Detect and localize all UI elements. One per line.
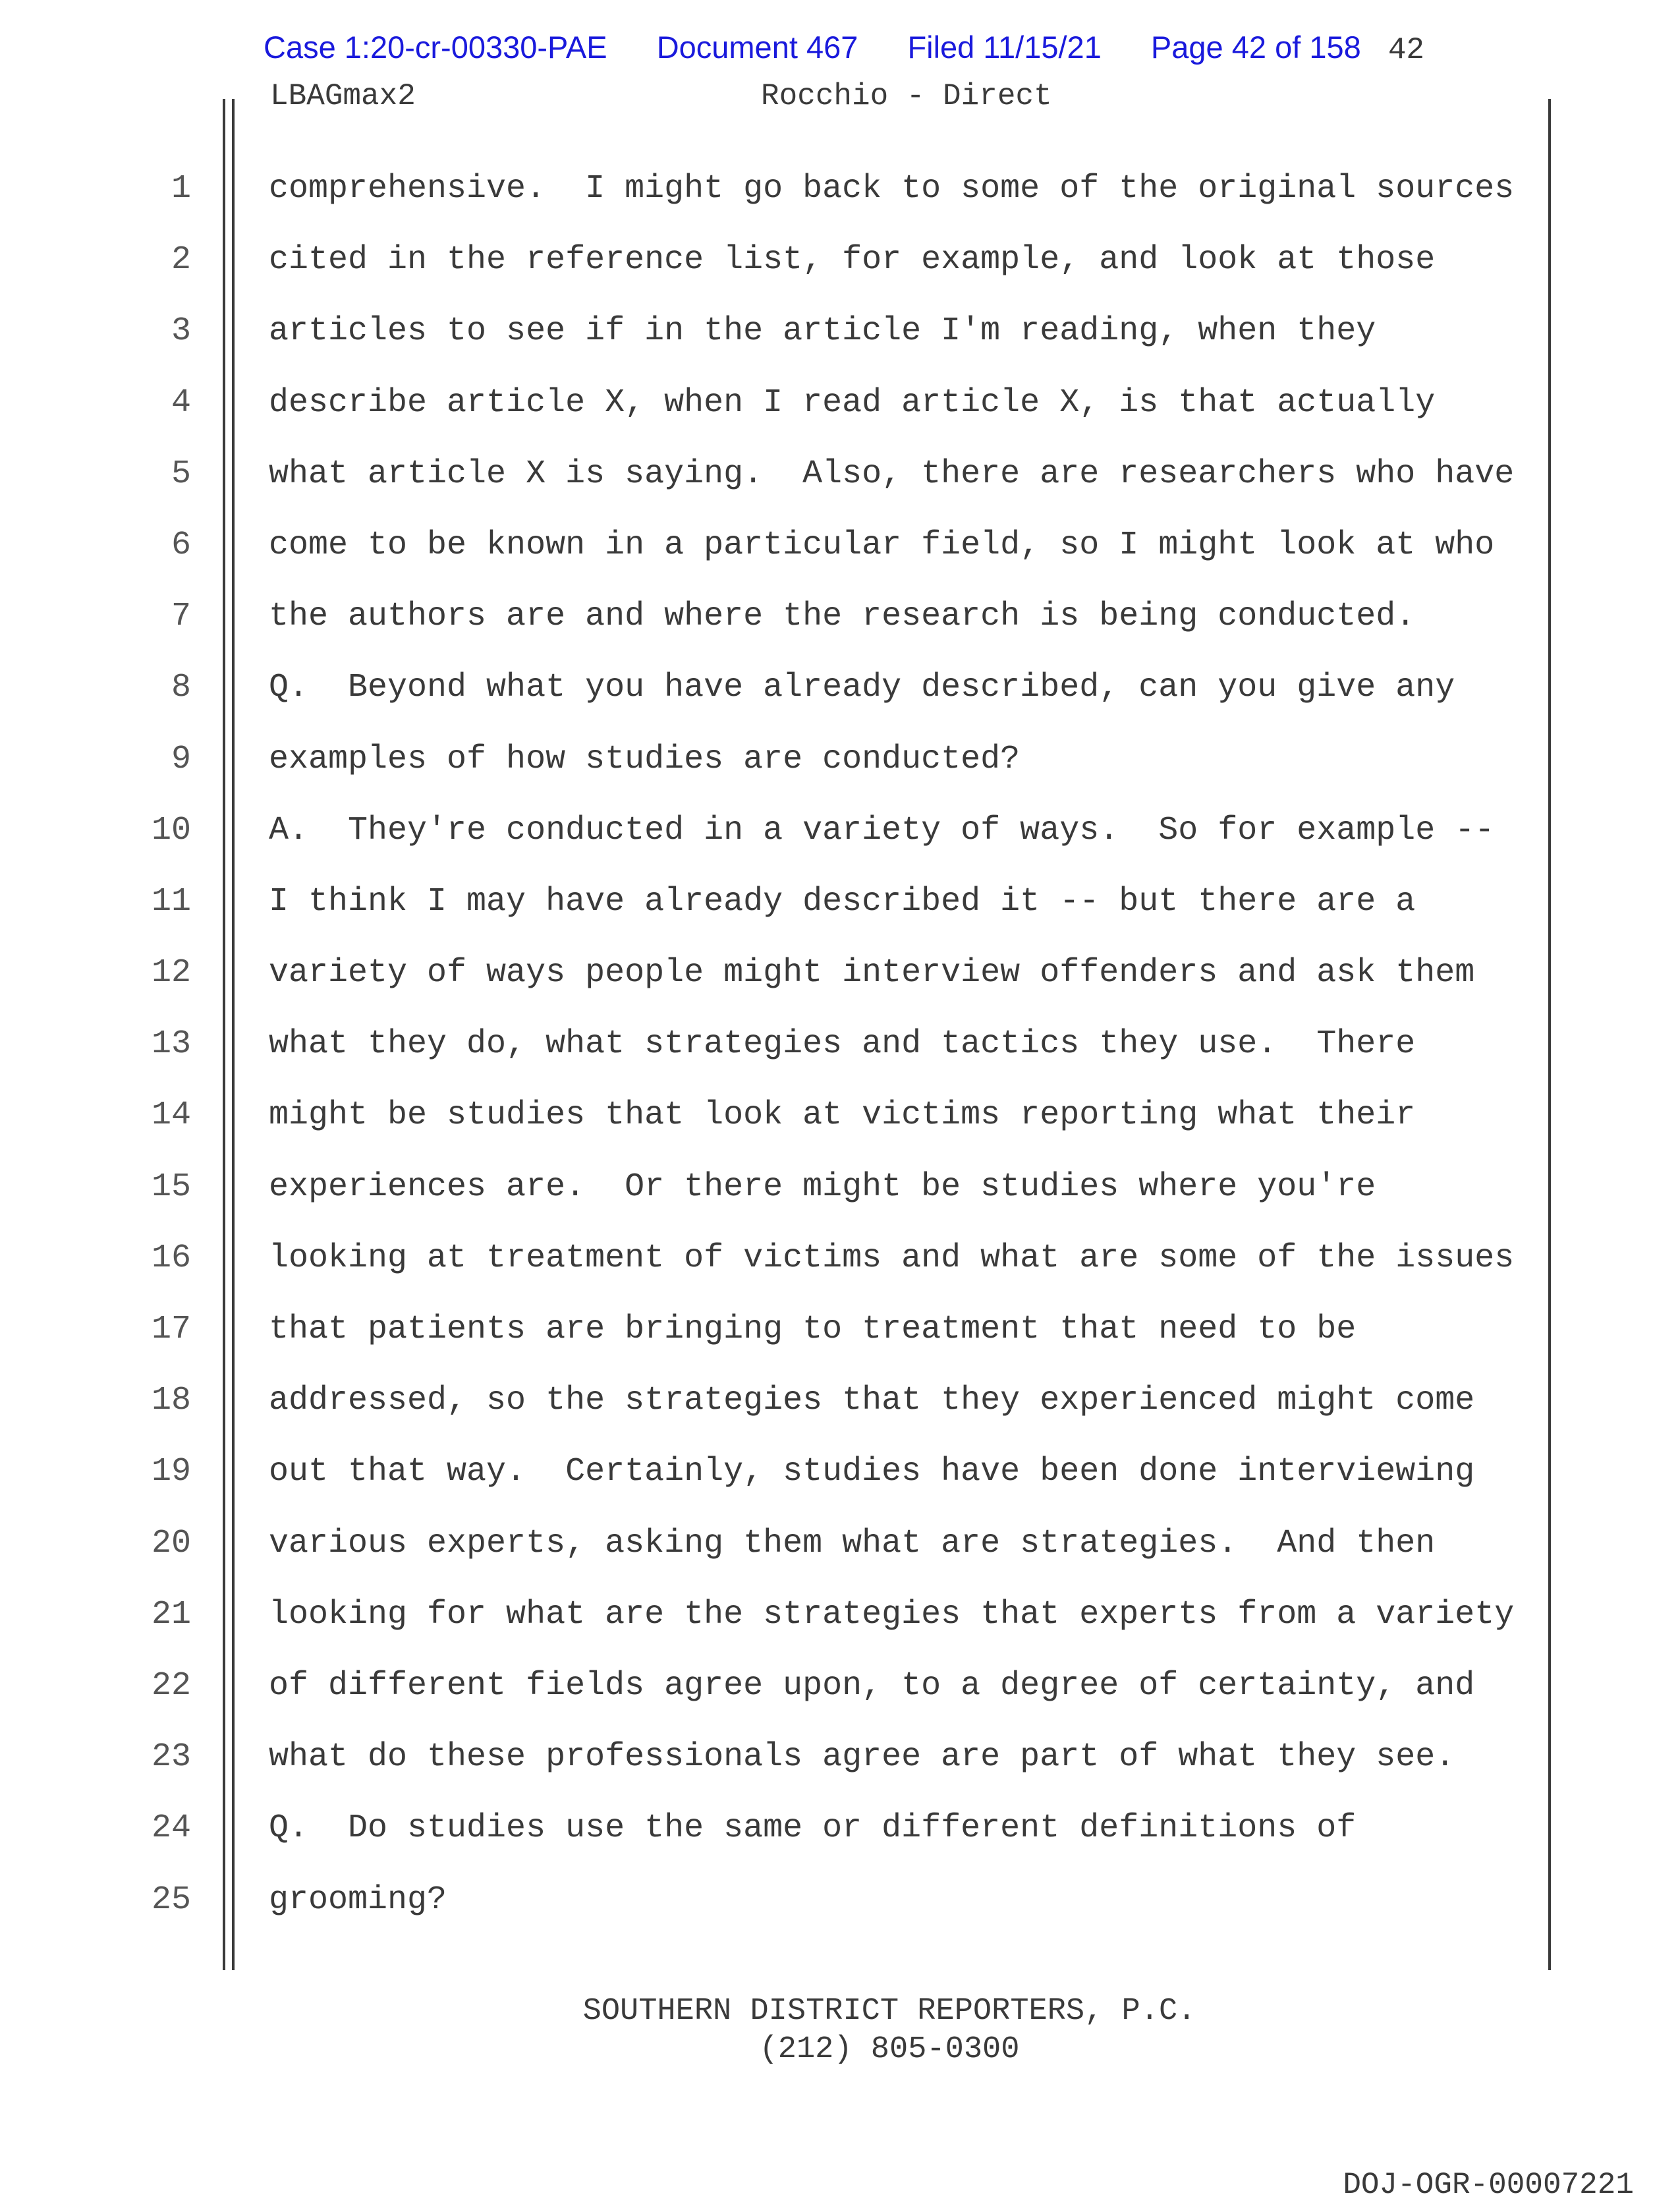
transcript-line bbox=[0, 170, 1680, 241]
transcript-line bbox=[0, 1738, 1680, 1809]
line-number: 15 bbox=[151, 1168, 191, 1206]
reporter-phone: (212) 805-0300 bbox=[759, 2032, 1020, 2067]
line-text: experiences are. Or there might be studies where you're bbox=[269, 1168, 1376, 1206]
reporter-name: SOUTHERN DISTRICT REPORTERS, P.C. bbox=[582, 1994, 1196, 2029]
transcript-line bbox=[0, 526, 1680, 598]
transcript-line bbox=[0, 669, 1680, 740]
transcript-id: LBAGmax2 bbox=[270, 79, 416, 113]
transcript-line bbox=[0, 384, 1680, 455]
line-number: 8 bbox=[171, 669, 191, 707]
transcript-line bbox=[0, 812, 1680, 883]
line-text: what article X is saying. Also, there are researchers who have bbox=[269, 455, 1515, 493]
transcript-line bbox=[0, 241, 1680, 312]
line-text: looking at treatment of victims and what are some of the issues bbox=[269, 1239, 1515, 1277]
line-text: that patients are bringing to treatment that need to be bbox=[269, 1311, 1357, 1348]
line-number: 20 bbox=[151, 1524, 191, 1562]
document-number: Document 467 bbox=[656, 30, 858, 65]
line-number: 16 bbox=[151, 1239, 191, 1277]
line-number: 25 bbox=[151, 1881, 191, 1919]
line-number: 6 bbox=[171, 526, 191, 564]
page-of-total: Page 42 of 158 bbox=[1150, 30, 1361, 65]
line-text: Q. Beyond what you have already described, can you give any bbox=[269, 669, 1455, 707]
line-text: looking for what are the strategies that experts from a variety bbox=[269, 1595, 1515, 1633]
transcript-line bbox=[0, 1525, 1680, 1596]
transcript-line bbox=[0, 1881, 1680, 1952]
transcript-line bbox=[0, 1453, 1680, 1524]
line-number: 7 bbox=[171, 598, 191, 636]
transcript-line bbox=[0, 1596, 1680, 1667]
transcript-line bbox=[0, 312, 1680, 383]
filed-date: Filed 11/15/21 bbox=[907, 30, 1102, 65]
transcript-line bbox=[0, 455, 1680, 526]
line-text: come to be known in a particular field, so I might look at who bbox=[269, 526, 1495, 564]
transcript-line bbox=[0, 1168, 1680, 1239]
line-text: what do these professionals agree are part of what they see. bbox=[269, 1738, 1455, 1776]
transcript-line bbox=[0, 741, 1680, 812]
transcript-line bbox=[0, 1025, 1680, 1096]
line-number: 23 bbox=[151, 1738, 191, 1776]
line-number: 3 bbox=[171, 312, 191, 351]
transcript-line bbox=[0, 1382, 1680, 1453]
transcript-line bbox=[0, 1809, 1680, 1881]
line-number: 12 bbox=[151, 954, 191, 992]
line-text: addressed, so the strategies that they experienced might come bbox=[269, 1382, 1475, 1420]
line-number: 4 bbox=[171, 383, 191, 422]
bates-number: DOJ-OGR-00007221 bbox=[1343, 2168, 1634, 2202]
line-number: 1 bbox=[171, 170, 191, 208]
transcript-body bbox=[0, 170, 1680, 1952]
line-number: 11 bbox=[151, 882, 191, 921]
line-number: 9 bbox=[171, 740, 191, 778]
line-number: 14 bbox=[151, 1096, 191, 1135]
line-text: out that way. Certainly, studies have been done interviewing bbox=[269, 1453, 1475, 1491]
page-number: 42 bbox=[1387, 33, 1425, 67]
line-number: 18 bbox=[151, 1382, 191, 1420]
line-number: 19 bbox=[151, 1453, 191, 1491]
line-number: 10 bbox=[151, 811, 191, 849]
transcript-line bbox=[0, 1667, 1680, 1738]
line-text: what they do, what strategies and tactics they use. There bbox=[269, 1025, 1416, 1063]
transcript-line bbox=[0, 1239, 1680, 1311]
transcript-line bbox=[0, 1096, 1680, 1168]
line-text: cited in the reference list, for example, and look at those bbox=[269, 241, 1436, 279]
line-number: 5 bbox=[171, 455, 191, 493]
line-number: 2 bbox=[171, 241, 191, 279]
footer bbox=[0, 1993, 1680, 2069]
line-number: 21 bbox=[151, 1595, 191, 1633]
line-text: I think I may have already described it -- but there are a bbox=[269, 882, 1416, 921]
transcript-line bbox=[0, 598, 1680, 669]
line-text: describe article X, when I read article X, is that actually bbox=[269, 383, 1436, 422]
line-text: A. They're conducted in a variety of ways. So for example -- bbox=[269, 811, 1495, 849]
line-number: 13 bbox=[151, 1025, 191, 1063]
line-text: of different fields agree upon, to a degree of certainty, and bbox=[269, 1666, 1475, 1705]
case-header bbox=[264, 29, 1424, 67]
line-text: Q. Do studies use the same or different definitions of bbox=[269, 1809, 1357, 1848]
case-number: Case 1:20-cr-00330-PAE bbox=[264, 30, 607, 65]
line-number: 17 bbox=[151, 1311, 191, 1348]
line-text: various experts, asking them what are strategies. And then bbox=[269, 1524, 1436, 1562]
line-number: 22 bbox=[151, 1666, 191, 1705]
witness-examination: Rocchio - Direct bbox=[761, 79, 1052, 113]
line-text: grooming? bbox=[269, 1881, 447, 1919]
line-text: variety of ways people might interview offenders and ask them bbox=[269, 954, 1475, 992]
transcript-line bbox=[0, 1311, 1680, 1382]
line-text: comprehensive. I might go back to some of the original sources bbox=[269, 170, 1515, 208]
transcript-line bbox=[0, 954, 1680, 1025]
line-text: articles to see if in the article I'm reading, when they bbox=[269, 312, 1376, 351]
line-text: examples of how studies are conducted? bbox=[269, 740, 1021, 778]
line-number: 24 bbox=[151, 1809, 191, 1848]
transcript-line bbox=[0, 883, 1680, 954]
line-text: might be studies that look at victims reporting what their bbox=[269, 1096, 1416, 1135]
line-text: the authors are and where the research is being conducted. bbox=[269, 598, 1416, 636]
